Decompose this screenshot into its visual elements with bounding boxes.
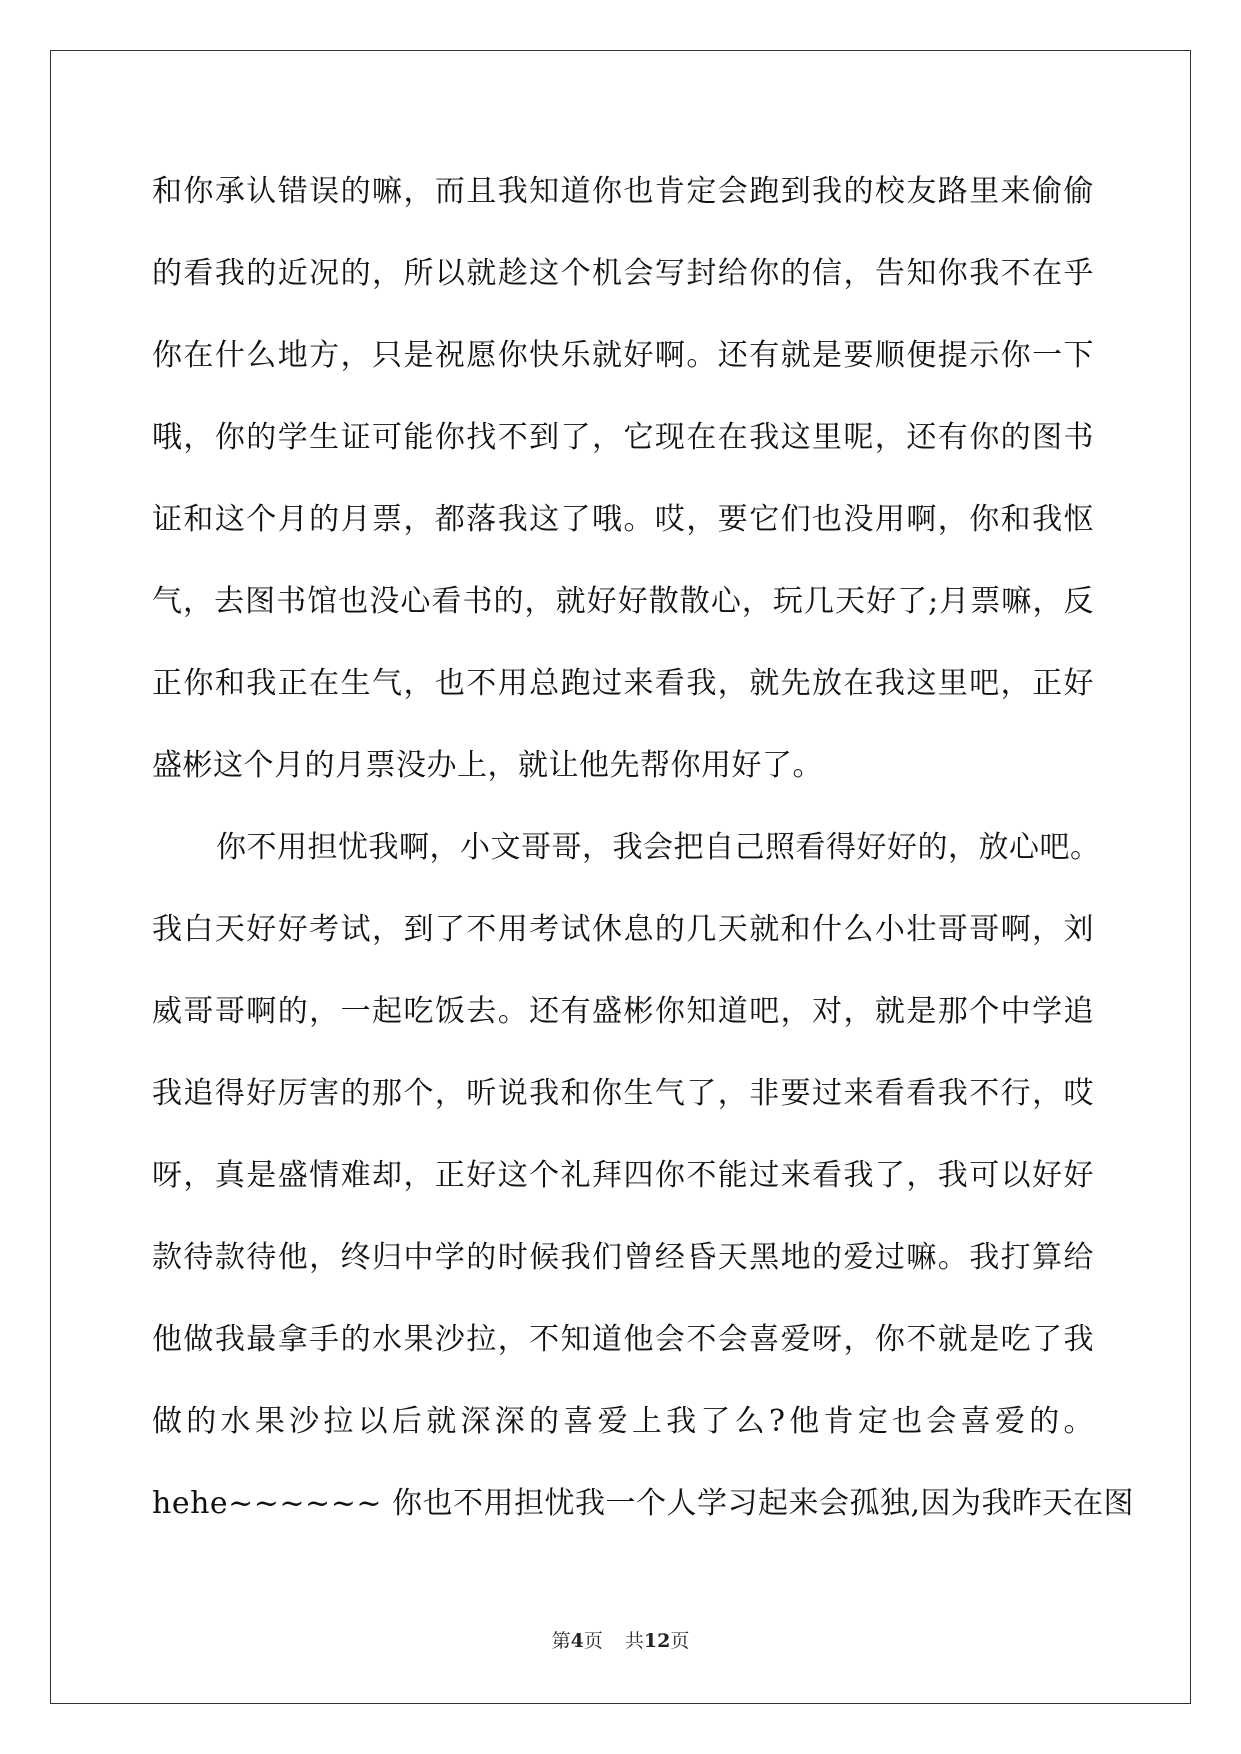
page-suffix: 页 xyxy=(583,1630,603,1652)
text-line: 的看我的近况的，所以就趁这个机会写封给你的信，告知你我不在乎 xyxy=(152,256,1094,291)
text-line: 你在什么地方，只是祝愿你快乐就好啊。还有就是要顺便提示你一下 xyxy=(152,338,1094,373)
text-line: 气，去图书馆也没心看书的，就好好散散心，玩几天好了;月票嘛，反 xyxy=(152,584,1094,619)
document-body xyxy=(152,162,1135,1556)
total-suffix: 页 xyxy=(670,1630,690,1652)
text-line: 款待款待他，终归中学的时候我们曾经昏天黑地的爱过嘛。我打算给 xyxy=(152,1240,1094,1275)
page-prefix: 第 xyxy=(551,1630,571,1652)
text-line: 呀，真是盛情难却，正好这个礼拜四你不能过来看我了，我可以好好 xyxy=(152,1158,1094,1193)
text-line: 他做我最拿手的水果沙拉，不知道他会不会喜爱呀，你不就是吃了我 xyxy=(152,1322,1094,1357)
text-line: 我追得好厉害的那个，听说我和你生气了，非要过来看看我不行，哎 xyxy=(152,1076,1094,1111)
text-line: 你不用担忧我啊，小文哥哥，我会把自己照看得好好的，放心吧。 xyxy=(216,830,1101,865)
text-line: 做的水果沙拉以后就深深的喜爱上我了么?他肯定也会喜爱的。 xyxy=(152,1404,1094,1439)
paragraph-2 xyxy=(152,818,1135,1556)
text-line: 证和这个月的月票，都落我这了哦。哎，要它们也没用啊，你和我怄 xyxy=(152,502,1094,537)
text-line: 威哥哥啊的，一起吃饭去。还有盛彬你知道吧，对，就是那个中学追 xyxy=(152,994,1094,1029)
text-line: 哦，你的学生证可能你找不到了，它现在在我这里呢，还有你的图书 xyxy=(152,420,1094,455)
text-line: 和你承认错误的嘛，而且我知道你也肯定会跑到我的校友路里来偷偷 xyxy=(152,174,1094,209)
page-number: 4 xyxy=(570,1630,584,1652)
paragraph-1 xyxy=(152,162,1094,818)
text-line: 盛彬这个月的月票没办上，就让他先帮你用好了。 xyxy=(152,748,823,783)
text-line: 我白天好好考试，到了不用考试休息的几天就和什么小壮哥哥啊，刘 xyxy=(152,912,1094,947)
text-line: hehe~~~~~~ 你也不用担忧我一个人学习起来会孤独,因为我昨天在图 xyxy=(152,1486,1135,1521)
total-pages: 12 xyxy=(643,1630,671,1652)
text-line: 正你和我正在生气，也不用总跑过来看我，就先放在我这里吧，正好 xyxy=(152,666,1094,701)
total-prefix: 共 xyxy=(624,1630,644,1652)
page-footer xyxy=(0,1626,1241,1653)
